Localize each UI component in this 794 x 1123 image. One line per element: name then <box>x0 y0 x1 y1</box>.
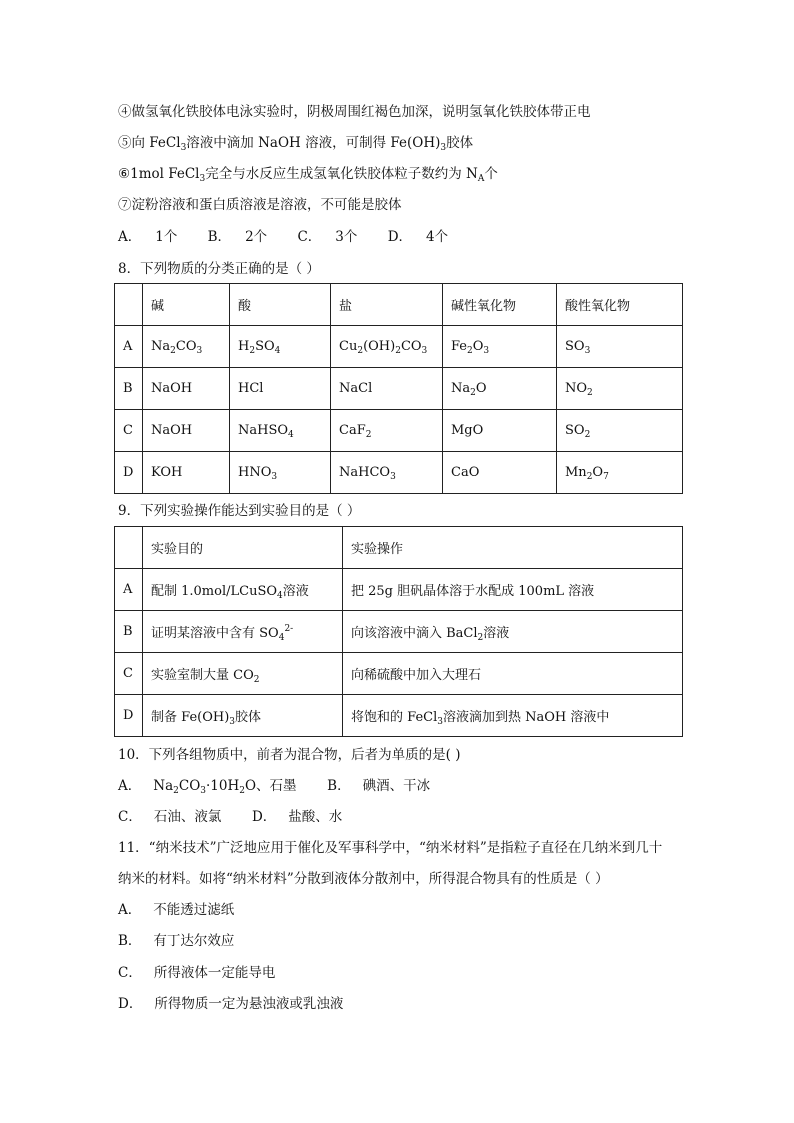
q10-options-cd <box>118 807 342 827</box>
q10-option-a[interactable]: A． $Na_2CO_3\cdot 10H_2O$、石墨 <box>118 778 297 796</box>
q8-stem: 8．下列物质的分类正确的是（ ） <box>118 261 320 277</box>
statement-4: ④做氢氧化铁胶体电泳实验时，阴极周围红褐色加深，说明氢氧化铁胶体带正电 <box>118 104 591 120</box>
table-row: C NaOH NaHSO$_4$ CaF$_2$ MgO $SO_2$ <box>115 410 683 452</box>
q10-option-d[interactable]: D． 盐酸、水 <box>251 809 343 825</box>
q7-option-c[interactable]: C． 3个 <box>297 229 358 245</box>
table-header-row: 实验目的 实验操作 <box>115 527 683 569</box>
q11-option-d[interactable]: D． 所得物质一定为悬浊液或乳浊液 <box>118 996 344 1012</box>
table-row: A $Na_2CO_3$ $H_2SO_4$ $Cu_2(OH)_2CO_3$ $Fe_2O_3$ $SO_3$ <box>115 326 683 368</box>
table-row: D KOH $HNO_3$ NaHCO$_3$ CaO $Mn_2O_7$ <box>115 452 683 494</box>
statement-7: ⑦淀粉溶液和蛋白质溶液是溶液，不可能是胶体 <box>118 197 402 213</box>
table-row: C 实验室制大量 $CO_2$ 向稀硫酸中加入大理石 <box>115 653 683 695</box>
q11-stem-line1: 11．“纳米技术”广泛地应用于催化及军事科学中，“纳米材料”是指粒子直径在几纳米到几十 <box>118 840 663 856</box>
statement-5: ⑤向 FeCl$_3$溶液中滴加 NaOH 溶液，可制得 $Fe(OH)_3$胶体 <box>118 135 474 153</box>
q7-option-b[interactable]: B． 2个 <box>207 229 268 245</box>
q9-table <box>114 526 683 737</box>
table-row: D 制备 $Fe(OH)_3$胶体 将饱和的 FeCl$_3$溶液滴加到热 NaOH 溶液中 <box>115 695 683 737</box>
q11-stem-line2: 纳米的材料。如将“纳米材料”分散到液体分散剂中，所得混合物具有的性质是（ ） <box>118 871 609 887</box>
table-row: A 配制 1.0mol/LCuSO$_4$溶液 把 25g 胆矾晶体溶于水配成 100mL 溶液 <box>115 569 683 611</box>
q7-options <box>118 227 474 247</box>
q11-option-c[interactable]: C． 所得液体一定能导电 <box>118 965 276 981</box>
table-header-row: 碱 酸 盐 碱性氧化物 酸性氧化物 <box>115 284 683 326</box>
q8-table <box>114 283 683 494</box>
q7-option-d[interactable]: D． 4个 <box>387 229 449 245</box>
statement-6: ⑥1mol FeCl$_3$完全与水反应生成氢氧化铁胶体粒子数约为 $N_A$个 <box>118 166 498 184</box>
table-row: B NaOH HCl NaCl $Na_2O$ $NO_2$ <box>115 368 683 410</box>
q11-option-a[interactable]: A． 不能透过滤纸 <box>118 902 235 918</box>
q9-stem: 9．下列实验操作能达到实验目的是（ ） <box>118 503 361 519</box>
q10-options-ab <box>118 776 430 796</box>
q10-stem: 10．下列各组物质中，前者为混合物，后者为单质的是( ) <box>118 747 461 763</box>
q7-option-a[interactable]: A． 1个 <box>118 229 178 245</box>
q10-option-c[interactable]: C． 石油、液氯 <box>118 809 222 825</box>
q11-option-b[interactable]: B． 有丁达尔效应 <box>118 933 235 949</box>
q10-option-b[interactable]: B． 碘酒、干冰 <box>327 778 431 794</box>
table-row: B 证明某溶液中含有 $SO_4^{2-}$ 向该溶液中滴入 BaCl$_2$溶液 <box>115 611 683 653</box>
